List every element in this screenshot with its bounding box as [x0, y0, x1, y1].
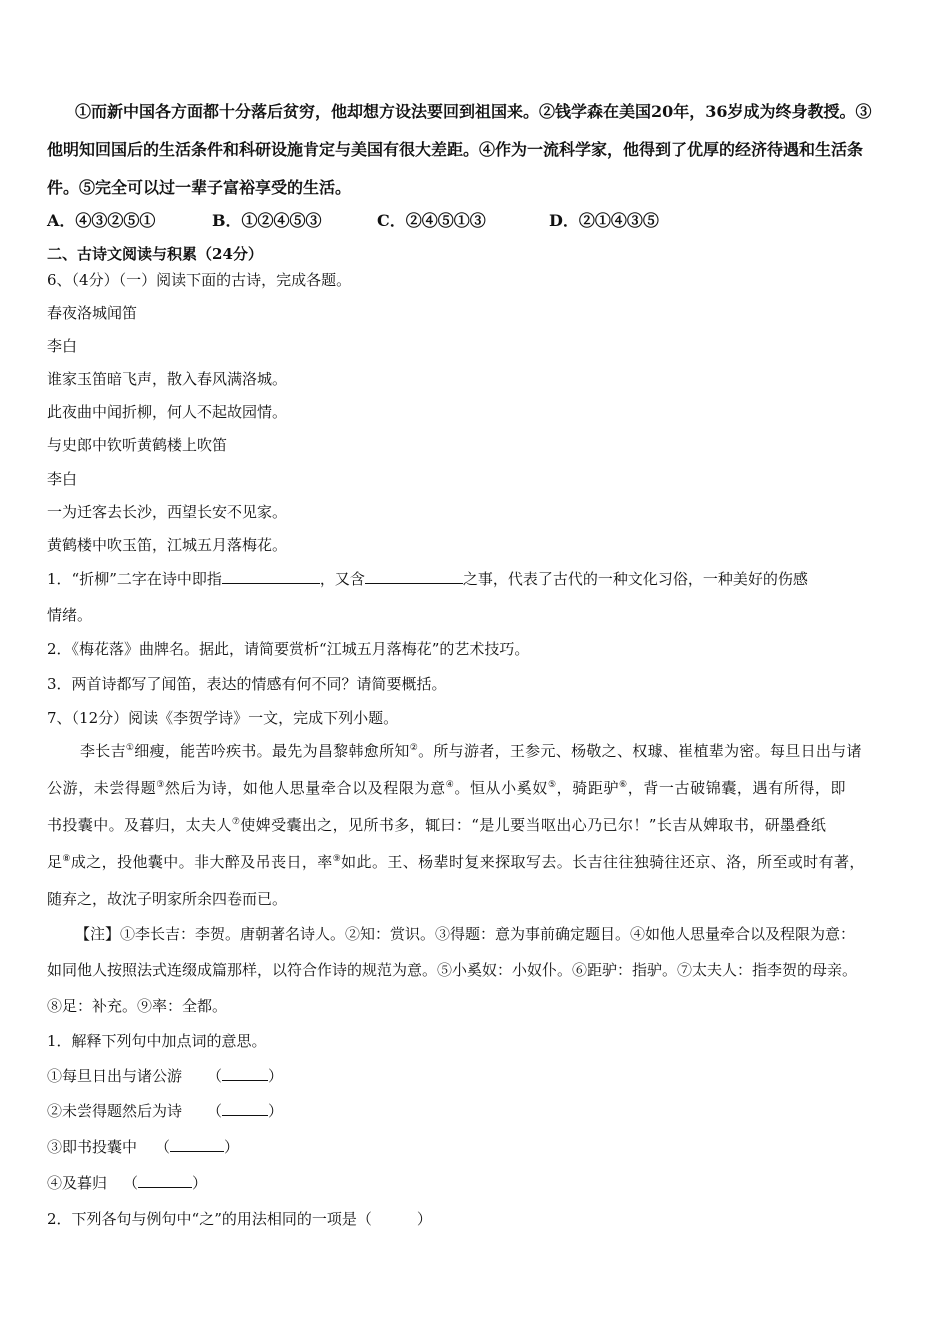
- passage-text: 足: [47, 853, 63, 871]
- passage-text: 使婢受囊出之，见所书多，辄曰：“是儿要当呕出心乃已尔！”长吉从婢取书，研墨叠纸: [240, 816, 827, 834]
- poem2-author: 李白: [47, 470, 78, 488]
- q6-sub2: 2．《梅花落》曲牌名。据此，请简要赏析“江城五月落梅花”的艺术技巧。: [47, 640, 530, 658]
- paren-close: ）: [268, 1102, 284, 1120]
- notes-line-3: ⑧足：补充。⑨率：全都。: [47, 997, 228, 1015]
- poem2-line-1: 一为迁客去长沙，西望长安不见家。: [47, 503, 288, 521]
- passage-line-1: [80, 741, 862, 761]
- footnote-marker: ⑧: [62, 854, 71, 864]
- q6-sub1-text-c: 之事，代表了古代的一种文化习俗，一种美好的伤感: [462, 570, 808, 588]
- paren-close: ）: [192, 1174, 208, 1192]
- q7-sub1: 1．解释下列句中加点词的意思。: [47, 1032, 267, 1050]
- q6-sub1: [47, 569, 808, 589]
- q7-item-2: [47, 1101, 283, 1121]
- q6-sub1-text-b: ，又含: [319, 570, 365, 588]
- passage-line-2: [47, 778, 846, 798]
- footnote-marker: ②: [409, 743, 419, 753]
- q6-sub3: 3．两首诗都写了闻笛，表达的情感有何不同？请简要概括。: [47, 675, 447, 693]
- answer-blank[interactable]: [365, 569, 463, 584]
- passage-text: 然后为诗，如他人思量牵合以及程限为意: [164, 779, 446, 797]
- footnote-marker: ⑥: [619, 780, 628, 790]
- passage-text: 。恒从小奚奴: [454, 779, 548, 797]
- q5-line-2: 他明知回国后的生活条件和科研设施肯定与美国有很大差距。④作为一流科学家，他得到了优厚的经济待遇和生活条: [47, 140, 864, 159]
- passage-text: 公游，未尝得题: [47, 779, 157, 797]
- answer-blank[interactable]: [170, 1137, 224, 1152]
- poem1-line-1: 谁家玉笛暗飞声，散入春风满洛城。: [47, 370, 288, 388]
- q5-line-3: 件。⑤完全可以过一辈子富裕享受的生活。: [47, 178, 352, 197]
- passage-text: 如此。王、杨辈时复来探取写去。长吉往往独骑往还京、洛，所至或时有著，: [341, 853, 865, 871]
- footnote-marker: ⑨: [332, 854, 342, 864]
- q5-options: [47, 211, 659, 231]
- paren-open: （: [207, 1102, 223, 1120]
- poem2-title: 与史郎中钦听黄鹤楼上吹笛: [47, 436, 228, 454]
- footnote-marker: ③: [156, 780, 165, 790]
- answer-blank[interactable]: [222, 569, 320, 584]
- answer-blank[interactable]: [222, 1101, 268, 1116]
- q7-item-1: [47, 1066, 283, 1086]
- option-d[interactable]: D．②①④③⑤: [549, 211, 659, 230]
- poem1-line-2: 此夜曲中闻折柳，何人不起故园情。: [47, 403, 288, 421]
- q6-sub1-text-a: 1．“折柳”二字在诗中即指: [47, 570, 222, 588]
- option-a[interactable]: A．④③②⑤①: [47, 211, 156, 230]
- passage-text: 李长吉: [80, 742, 126, 760]
- passage-line-3: [47, 815, 826, 835]
- passage-text: 成之，投他囊中。非大醉及吊丧日，率: [70, 853, 333, 871]
- option-b[interactable]: B．①②④⑤③: [212, 211, 322, 230]
- q7-item-3: [47, 1137, 239, 1157]
- paren-open: （: [155, 1138, 171, 1156]
- passage-text: ，骑距驴: [556, 779, 620, 797]
- q7-sub2: 2．下列各句与例句中“之”的用法相同的一项是（ ）: [47, 1210, 432, 1228]
- q7-prompt: 7、（12分）阅读《李贺学诗》一文，完成下列小题。: [47, 709, 399, 727]
- footnote-marker: ④: [445, 780, 455, 790]
- footnote-marker: ①: [125, 743, 135, 753]
- paren-open: （: [207, 1067, 223, 1085]
- q7-item-4: [47, 1173, 207, 1193]
- passage-text: 。所与游者，王参元、杨敬之、权璩、崔植辈为密。每旦日出与诸: [418, 742, 862, 760]
- q5-line-1: ①而新中国各方面都十分落后贫穷，他却想方设法要回到祖国来。②钱学森在美国20年，36岁成为终身教授。③: [75, 102, 872, 121]
- passage-text: ，背一古破锦囊，遇有所得，即: [627, 779, 847, 797]
- footnote-marker: ⑤: [547, 780, 557, 790]
- item-text: ①每旦日出与诸公游: [47, 1067, 183, 1085]
- passage-text: 书投囊中。及暮归，太夫人: [47, 816, 232, 834]
- passage-text: 细瘦，能苦吟疾书。最先为昌黎韩愈所知: [134, 742, 410, 760]
- item-text: ④及暮归: [47, 1174, 108, 1192]
- notes-line-2: 如同他人按照法式连缀成篇那样，以符合作诗的规范为意。⑤小奚奴：小奴仆。⑥距驴：指驴。⑦太夫人：指李贺的母亲。: [47, 961, 858, 979]
- item-text: ②未尝得题然后为诗: [47, 1102, 183, 1120]
- answer-blank[interactable]: [138, 1173, 192, 1188]
- notes-line-1: 【注】①李长吉：李贺。唐朝著名诗人。②知：赏识。③得题：意为事前确定题目。④如他人思量牵合以及程限为意：: [75, 925, 856, 943]
- item-text: ③即书投囊中: [47, 1138, 138, 1156]
- q6-sub1-cont: 情绪。: [47, 606, 93, 624]
- paren-close: ）: [224, 1138, 240, 1156]
- option-c[interactable]: C．②④⑤①③: [377, 211, 486, 230]
- poem1-author: 李白: [47, 337, 78, 355]
- paren-close: ）: [268, 1067, 284, 1085]
- q6-prompt: 6、（4分）（一）阅读下面的古诗，完成各题。: [47, 271, 352, 289]
- passage-line-5: 随弃之，故沈子明家所余四卷而已。: [47, 890, 288, 908]
- answer-blank[interactable]: [222, 1066, 268, 1081]
- paren-open: （: [123, 1174, 139, 1192]
- poem2-line-2: 黄鹤楼中吹玉笛，江城五月落梅花。: [47, 536, 288, 554]
- poem1-title: 春夜洛城闻笛: [47, 304, 138, 322]
- passage-line-4: [47, 852, 865, 872]
- footnote-marker: ⑦: [231, 817, 241, 827]
- section-heading: 二、古诗文阅读与积累（24分）: [47, 245, 263, 263]
